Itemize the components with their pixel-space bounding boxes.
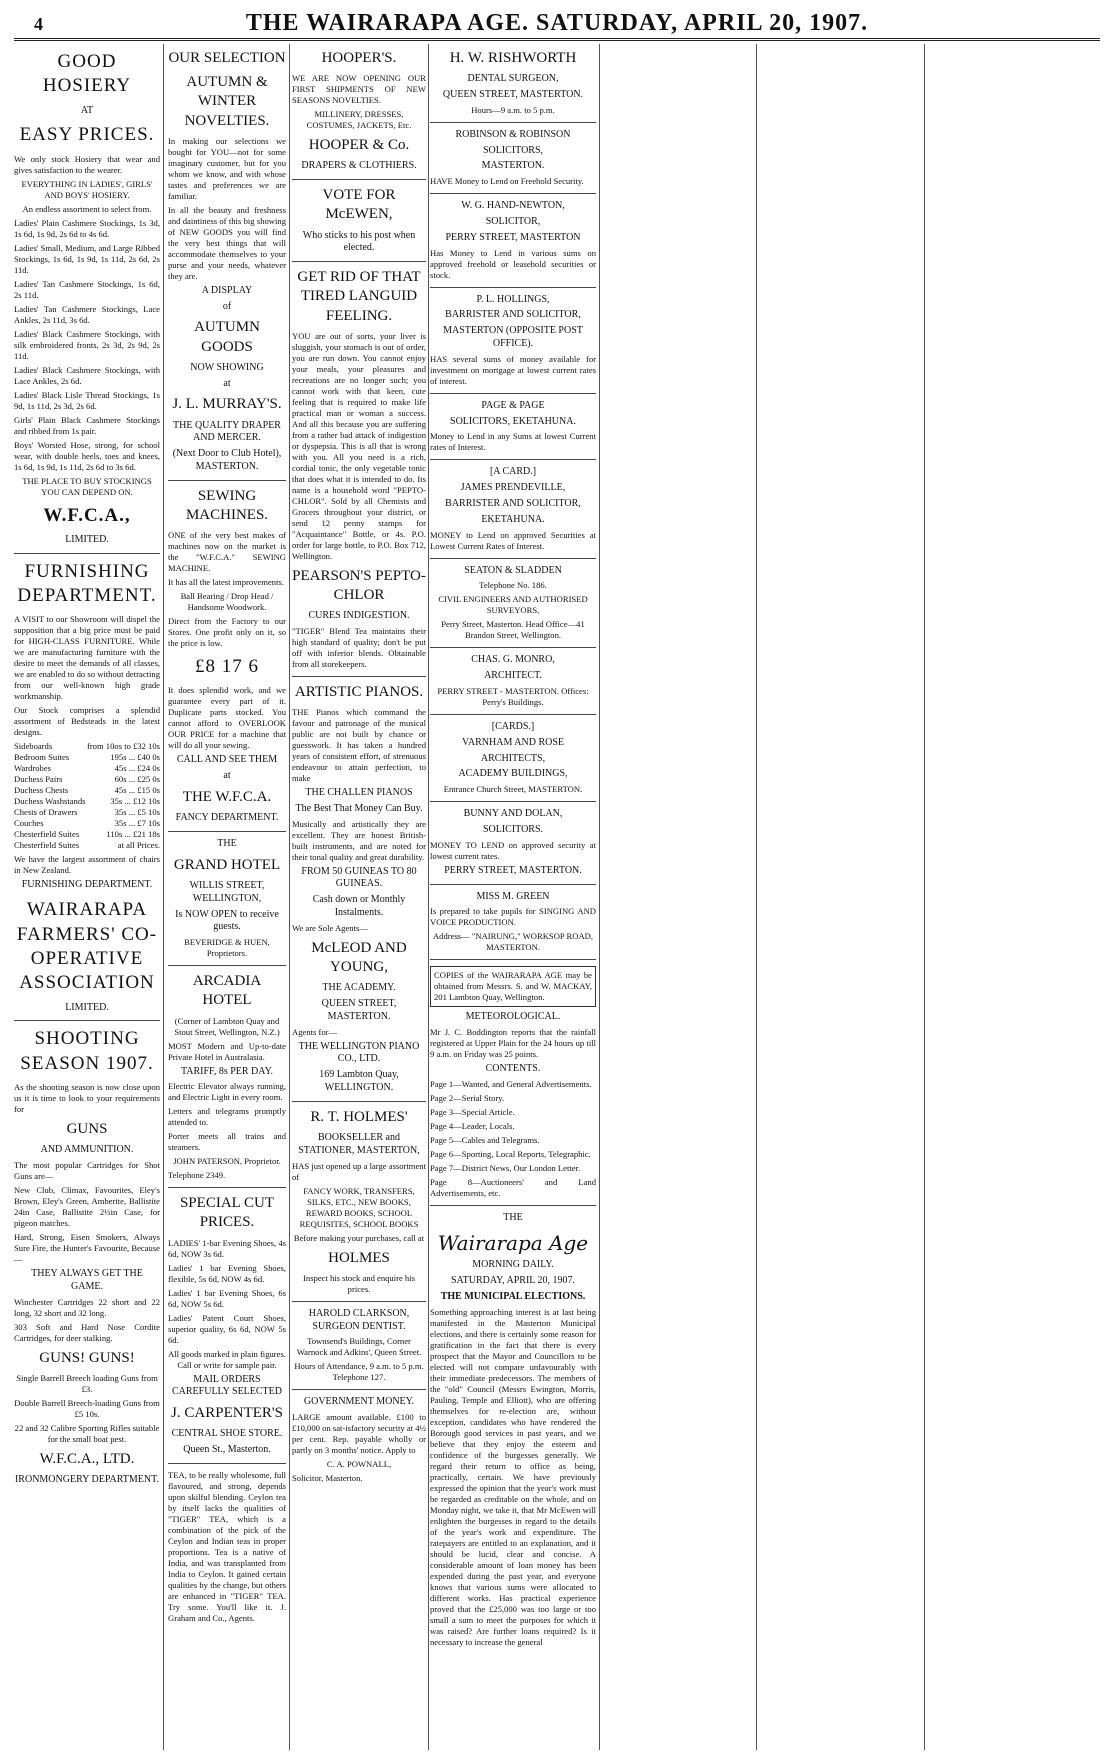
ad-clarkson-name: HAROLD CLARKSON, SURGEON DENTIST. [308,1307,410,1332]
ad-piano-address: 169 Lambton Quay, WELLINGTON. [319,1069,399,1093]
ad-sewing-features: Ball Bearing / Drop Head / Handsome Woodwork. [180,591,274,613]
divider [292,261,426,262]
ad-hooper-name: HOOPER & Co. [308,137,410,154]
ad-arcadia-tariff: TARIFF, 8s PER DAY. [180,1065,274,1077]
card-green-body: Is prepared to take pupils for SINGING AND VOICE PRODUCTION. [430,906,596,928]
card-hand-sub: SOLICITOR, [485,215,541,227]
ad-arcadia-phone: Telephone 2349. [168,1170,226,1181]
ad-shooting-guns: GUNS [66,1120,108,1137]
card-hollings-body: HAS several sums of money available for investment on mortgage at lowest current rates of interest. [430,353,596,386]
divider [430,459,596,460]
ad-holmes-goods: FANCY WORK, TRANSFERS, SILKS, ETC., NEW BOOKS, REWARD BOOKS, SCHOOL REQUISITES, SCHOOL BOOKS [299,1185,419,1229]
price-row [14,774,160,785]
ad-hosiery-line: An endless assortment to select from. [22,203,152,214]
ad-holmes-name: R. T. HOLMES' [310,1108,408,1125]
ad-agents: Agents for— [292,1026,338,1037]
price-item: Chests of Drawers [14,807,78,818]
divider [430,122,596,123]
ad-clarkson-address: Townsend's Buildings, Corner Warnock and Adkins', Queen Street. [296,1336,422,1358]
ad-hosiery-item: Ladies' Black Cashmere Stockings, with silk embroidered fronts, 2s 3d, 2s 9d, 2s 11d. [14,328,160,361]
column-5 [602,44,754,1750]
ad-shooting-powder: Hard, Strong, Eisen Smokers, Always Sure Fire, the Hunter's Favourite, Because— [14,1231,160,1264]
divider [292,1101,426,1102]
price-value: 110s ... £21 18s [106,829,160,840]
ad-sewing-call: CALL AND SEE THEM [176,754,278,766]
ad-carpenter-name: J. CARPENTER'S [171,1405,283,1422]
ad-vote-sub: Who sticks to his post when elected. [302,229,416,254]
contents-item: Page 2—Serial Story. [430,1092,505,1103]
ad-ironmongery: IRONMONGERY DEPARTMENT. [14,1473,160,1485]
ad-grand-address: WILLIS STREET, WELLINGTON, [189,879,265,904]
ad-furnishing-dept: FURNISHING DEPARTMENT. [21,879,153,891]
ad-furnishing-heading: FURNISHING DEPARTMENT. [17,560,157,607]
divider [430,959,596,960]
ad-shoe-item: Ladies' 1 bar Evening Shoes, flexible, 5s 6d, NOW 4s 6d. [168,1262,286,1284]
card-robinson-sub: SOLICITORS, [482,144,544,156]
divider [168,480,286,481]
notice-copies: COPIES of the WAIRARAPA AGE may be obtained from Messrs. S. and W. MACKAY, 201 Lambton Quay, Wellington. [430,966,596,1007]
card-varnham-name: VARNHAM AND ROSE [461,736,565,748]
ad-sewing-improvements: It has all the latest improvements. [168,577,284,588]
ad-shooting-always: THEY ALWAYS GET THE GAME. [31,1267,143,1292]
contents-item: Page 1—Wanted, and General Advertisements. [430,1078,592,1089]
ad-hosiery-item: Girls' Plain Black Cashmere Stockings and ribbed from 1s pair. [14,414,160,436]
divider [168,1187,286,1188]
ad-hooper-open: WE ARE NOW OPENING OUR FIRST SHIPMENTS OF NEW SEASONS NOVELTIES. [292,73,426,106]
column-6 [758,44,922,1750]
card-varnham-entrance: Entrance Church Street, MASTERTON. [443,784,583,795]
card-page-body: Money to Lend in any Sums at lowest Current rates of Interest. [430,431,596,453]
ad-selection-body: In making our selections we bought for YOU—not for some imaginary customer, but for you whom we know, and with whose tastes and preferences we are familiar. [168,135,286,201]
divider [168,831,286,832]
ad-govt-body: LARGE amount available. £100 to £10,000 on sat-isfactory security at 4½ per cent. Rep. payable wholly or partly on 3 months' notice. Apply to [292,1412,426,1456]
price-item: Duchess Pairs [14,774,63,785]
ad-furnishing-stock: Our Stock comprises a splendid assortment of Bedsteads in the latest designs. [14,705,160,738]
card-label: [CARDS.] [491,720,535,732]
paper-the: THE [503,1211,523,1223]
card-bunny-name: BUNNY AND DOLAN, [463,808,563,820]
divider [430,647,596,648]
ad-rid-heading: GET RID OF THAT TIRED LANGUID FEELING. [297,269,421,324]
ad-shooting-cordite: 303 Soft and Hard Nose Cordite Cartridges, for deer stalking. [14,1321,160,1343]
price-item: Chesterfield Suites [14,840,80,851]
ad-vote-heading: VOTE FOR McEWEN, [322,187,396,223]
ad-hosiery-tagline: THE PLACE TO BUY STOCKINGS YOU CAN DEPEND ON. [22,475,152,497]
ad-furnishing-body: A VISIT to our Showroom will dispel the supposition that a big price must be paid for HIGH-CLASS FURNITURE. While we are manufacturing furniture with the desire to meet the demands of all classes, we are enabled to do so without detracting from our well-known high grade workmanship. [14,614,160,702]
page-number: 4 [34,14,43,34]
ad-hosiery-item: Ladies' Black Lisle Thread Stockings, 1s 9d, 1s 11d, 2s 3d, 2s 6d. [14,389,160,411]
ad-hosiery-at: AT [80,104,94,116]
card-rishworth-address: QUEEN STREET, MASTERTON. [442,88,584,100]
paper-title: Wairarapa Age [437,1230,589,1255]
card-page-name: PAGE & PAGE [481,399,545,411]
ad-govt-name: C. A. POWNALL, [326,1459,392,1470]
divider [14,1020,160,1021]
price-value: 195s ... £40 0s [110,752,160,763]
column-1 [14,44,160,1750]
divider [430,393,596,394]
divider [430,193,596,194]
ad-guns-heading: GUNS! GUNS! [39,1349,135,1366]
divider [168,965,286,966]
ad-sewing-price: £8 17 6 [195,656,259,678]
ad-murray-sub: THE QUALITY DRAPER AND MERCER. [173,419,281,444]
ad-hosiery-line: EVERYTHING IN LADIES', GIRLS' AND BOYS' HOSIERY. [21,178,153,200]
column-rule [599,44,600,1750]
price-value: at all Prices. [117,840,160,851]
ad-challen-sole: We are Sole Agents— [292,922,368,933]
ad-shooting-cartridges: The most popular Cartridges for Shot Guns are— [14,1159,160,1181]
ad-at: at [223,377,231,389]
ad-challen-best: The Best That Money Can Buy. [295,802,423,814]
divider [430,714,596,715]
ad-guns-single: Single Barrell Breech loading Guns from £3. [16,1372,158,1394]
card-robinson-body: HAVE Money to Lend on Freehold Security. [430,176,584,187]
price-row [14,785,160,796]
ad-hosiery-item: Ladies' Plain Cashmere Stockings, 1s 3d, 1s 6d, 1s 9d, 2s 6d to 4s 6d. [14,217,160,239]
ad-shoe-mail: MAIL ORDERS CAREFULLY SELECTED [171,1373,282,1398]
ad-clarkson-hours: Hours of Attendance, 9 a.m. to 5 p.m. Telephone 127. [294,1361,424,1383]
ad-shoe-item: LADIES' 1-bar Evening Shoes, 4s 6d, NOW 3s 6d. [168,1237,286,1259]
meteorological-body: Mr J. C. Boddington reports that the rainfall registered at Upper Plain for the 24 hours up till 9 a.m. on Friday was 25 points. [430,1027,596,1060]
column-7 [926,44,1100,1750]
ad-wfca-name: W.F.C.A., [43,504,131,526]
ad-holmes-opened: HAS just opened up a large assortment of [292,1160,426,1182]
price-item: Bedroom Suites [14,752,70,763]
card-green-address: Address— "NAIRUNG," WORKSOP ROAD, MASTERTON. [432,931,594,953]
card-seaton-tel: Telephone No. 186. [479,580,547,591]
card-bunny-sub: SOLICITORS. [482,823,544,835]
card-bunny-address: PERRY STREET, MASTERTON. [444,864,582,876]
card-hollings-sub: BARRISTER AND SOLICITOR, [445,309,581,321]
price-row [14,752,160,763]
card-green-name: MISS M. GREEN [476,890,550,902]
ad-hosiery-item: Ladies' Tan Cashmere Stockings, Lace Ankles, 2s 11d, 3s 6d. [14,303,160,325]
ad-challen-from: FROM 50 GUINEAS TO 80 GUINEAS. [301,865,417,890]
ad-challen-musically: Musically and artistically they are excellent. They are honest British-built instruments, and are noted for their tonal quality and great durability. [292,818,426,862]
card-monro-name: CHAS. G. MONRO, [471,654,555,666]
ad-arcadia-body: MOST Modern and Up-to-date Private Hotel in Australasia. [168,1040,286,1062]
card-bunny-body: MONEY TO LEND on approved security at lowest current rates. [430,839,596,861]
ad-arcadia-proprietor: JOHN PATERSON, Proprietor. [173,1156,281,1167]
ad-autumn-goods: AUTUMN GOODS [194,319,260,355]
ad-wfca-limited: LIMITED. [65,534,109,546]
divider [14,553,160,554]
ad-now-showing: NOW SHOWING [190,361,264,373]
divider [430,287,596,288]
ad-challen-cash: Cash down or Monthly Instalments. [312,894,406,919]
card-prendeville-town: EKETAHUNA. [481,513,545,525]
ad-wfca-ltd: W.F.C.A., LTD. [39,1450,135,1467]
card-varnham-building: ACADEMY BUILDINGS, [458,768,568,780]
ad-holmes-sub: BOOKSELLER and STATIONER, MASTERTON, [298,1131,420,1156]
paper-date: SATURDAY, APRIL 20, 1907. [450,1275,576,1287]
ad-arcadia-letters: Letters and telegrams promptly attended to. [168,1106,286,1128]
ad-mcleod-academy: THE ACADEMY. [322,982,396,994]
ad-murray-name: J. L. MURRAY'S. [172,396,282,413]
column-2 [168,44,286,1750]
ad-pearson-heading: PEARSON'S PEPTO-CHLOR [292,567,426,603]
card-monro-title: ARCHITECT. [484,670,542,682]
ad-govt-solicitor: Solicitor, Masterton. [292,1473,363,1484]
ad-arcadia-electric: Electric Elevator always running, and Electric Light in every room. [168,1081,286,1103]
card-label: [A CARD.] [489,466,537,478]
ad-grand-hotel: GRAND HOTEL [173,856,281,873]
price-item: Chesterfield Suites [14,829,80,840]
card-hollings-address: MASTERTON (OPPOSITE POST OFFICE). [443,325,583,349]
ad-hooper-drapers: DRAPERS & CLOTHIERS. [301,160,417,172]
ad-display: A DISPLAY [201,284,253,296]
divider [430,884,596,885]
ad-novelties-heading: AUTUMN & WINTER NOVELTIES. [184,74,270,129]
ad-shooting-heading: SHOOTING SEASON 1907. [20,1028,154,1074]
ad-murray-address: (Next Door to Club Hotel), MASTERTON. [172,448,282,472]
ad-sewing-wfca: THE W.F.C.A. [182,788,272,805]
divider [292,1389,426,1390]
contents-item: Page 8—Auctioneers' and Land Advertisements, etc. [430,1176,596,1198]
price-item: Wardrobes [14,763,52,774]
ad-rid-body: YOU are out of sorts, your liver is sluggish, your stomach is out of order, you are run down. You cannot enjoy your meals, your pleasures and recreations are no longer such; you cannot work with that keen, cute feeling that is required to make life practical man or woman a success. And all this because you are suffering from a rather bad attack of indigestion or dyspepsia. This is all that is wrong with you. All you need is a rich, cordial tonic, the only vegetable tonic that does what it is intended to do. Its name is a household word "PEPTO-CHLOR". Sold by all Chemists and Grocers throughout your district, or send 12 penny stamps for "Acquaintance" Bottle, or 4s. P.O. order for large bottle, to P.O. Box 712, Wellington. [292,330,426,561]
ad-grand-the: THE [217,837,237,849]
ad-coop-heading: WAIRARAPA FARMERS' CO-OPERATIVE ASSOCIATION [16,899,158,994]
ad-hosiery-item: Boys' Worsted Hose, strong, for school wear, with double heels, toes and knees, 1s 6d, 1s 9d, 1s 11d, 2s 6d to 3s 6d. [14,439,160,472]
price-value: from 10os to £32 10s [86,741,160,752]
ad-display-of: of [222,300,232,312]
column-rule [289,44,290,1750]
card-seaton-name: SEATON & SLADDEN [464,564,562,576]
card-varnham-sub: ARCHITECTS, [480,752,546,764]
ad-hooper-list: MILLINERY, DRESSES, COSTUMES, JACKETS, Etc. [306,109,412,131]
price-value: 35s ... £5 10s [114,807,160,818]
price-item: Sideboards [14,741,53,752]
ad-fancy-dept: FANCY DEPARTMENT. [175,812,279,824]
ad-challen-name: THE CHALLEN PIANOS [305,787,413,799]
column-4 [430,44,596,1750]
divider [430,1205,596,1206]
price-row [14,818,160,829]
contents-item: Page 5—Cables and Telegrams. [430,1134,540,1145]
card-prendeville-name: JAMES PRENDEVILLE, [460,482,566,494]
ad-special-heading: SPECIAL CUT PRICES. [179,1195,275,1231]
contents-heading: CONTENTS. [485,1063,541,1075]
price-value: 45s ... £24 0s [114,763,160,774]
price-row [14,763,160,774]
ad-grand-open: Is NOW OPEN to receive guests. [175,908,279,933]
ad-hosiery-item: Ladies' Black Cashmere Stockings, with Lace Ankles, 2s 6d. [14,364,160,386]
card-hand-body: Has Money to Lend in various sums on approved freehold or leasehold securities or stock. [430,247,596,280]
ad-pianos-body: THE Pianos which command the favour and patronage of the musical public are not built by chance or guesswork. It has taken a hundred years of consistent effort, of strenuous endeavour to attain perfection, to make [292,707,426,784]
divider [430,558,596,559]
ad-tiger-tea: TEA, to be really wholesome, full flavoured, and strong, depends upon skilful blending. Ceylon tea by itself lacks the qualities of "TIGER" TEA, which is a combination of the pick of the Ceylon and Indian teas in proper proportions. Tea is a native of India, and was transplanted from India to Ceylon. It gained certain qualities by the change, but others are enhanced in "TIGER" TEA. Try some. You'll like it. J. Graham and Co., Agents. [168,1470,286,1624]
ad-shoe-item: Ladies' 1 bar Evening Shoes, 6s 6d, NOW 5s 6d. [168,1287,286,1309]
card-hollings-name: P. L. HOLLINGS, [476,293,550,305]
ad-hosiery-subheading: EASY PRICES. [19,124,155,146]
masthead-title: THE WAIRARAPA AGE. SATURDAY, APRIL 20, 1907. [245,10,869,36]
editorial-body: Something approaching interest is at last being manifested in the Masterton Municipal elections, and there is certainly some reason for gratification in the fact that there is every prospect that the Mayor and Councillors to be elected will not compare unfavourably with their immediate predecessors. The members of the "old" Council (Messrs Ewington, Morris, Pauling, Temple and Elliott), who are offering themselves for re-election are, without exception, candidates who have rendered the Borough good services in past years, and we believe that they enjoy the esteem and confidence of the burgesses generally. We regard their return to office as being, practically, certain. We have previously expressed the opinion that the year's work must be regarded as creditable on the whole, and on Monday night, we take it, that Mr McEwen will enlighten the burgesses in regard to the details of the year's work and expenditure. The ratepayers are entitled to an explanation, and it should be lucid, clear and concise. A considerable amount of loan money has been expended during the past year, and everyone knows that various sums were allocated to different works. Has practical experience proved that the £25,000 was too large or too small a sum to meet the purposes for which it was raised? Are further loans required? Is it necessary to increase the general [430,1306,596,1647]
ad-guns-double: Double Barrell Breech-loading Guns from £5 10s. [14,1397,160,1419]
ad-arcadia-heading: ARCADIA HOTEL [192,973,262,1009]
column-rule [756,44,757,1750]
ad-holmes-name2: HOLMES [328,1249,390,1266]
ad-hosiery-heading: GOOD HOSIERY [42,51,132,97]
card-rishworth-title: DENTAL SURGEON, [467,73,559,85]
ad-shooting-list: New Club, Climax, Favourites, Eley's Brown, Eley's Green, Amberite, Ballistite 24in Case, Ballistite 2½in Case, for pigeon matches. [14,1184,160,1228]
column-rule [163,44,164,1750]
ad-shoe-item: Ladies' Patent Court Shoes, superior quality, 6s 6d, NOW 5s 6d. [168,1312,286,1345]
price-row [14,829,160,840]
ad-carpenter-store: CENTRAL SHOE STORE. [171,1428,283,1440]
ad-piano-co: THE WELLINGTON PIANO CO., LTD. [298,1040,420,1065]
ad-sewing-body: ONE of the very best makes of machines now on the market is the "W.F.C.A." SEWING MACHINE. [168,530,286,574]
paper-morning: MORNING DAILY. [472,1259,554,1271]
card-robinson-town: MASTERTON. [481,160,545,172]
ad-govt-heading: GOVERNMENT MONEY. [303,1396,415,1408]
ad-shooting-winchester: Winchester Cartridges 22 short and 22 long, 32 short and 32 long. [14,1296,160,1318]
ad-holmes-before: Before making your purchases, call at [293,1232,425,1243]
contents-item: Page 6—Sporting, Local Reports, Telegraphic. [430,1148,591,1159]
price-item: Couches [14,818,44,829]
price-row [14,840,160,851]
ad-grand-proprietors: BEVERIDGE & HUEN, Proprietors. [184,937,270,959]
ad-hosiery-item: Ladies' Tan Cashmere Stockings, 1s 6d, 2s 11d. [14,278,160,300]
ad-mcleod-address: QUEEN STREET, MASTERTON. [321,998,397,1022]
card-seaton-address: Perry Street, Masterton. Head Office—41 Brandon Street, Wellington. [441,619,585,641]
ad-hooper-heading: HOOPER'S. [321,50,397,66]
card-prendeville-body: MONEY to Lend on approved Securities at Lowest Current Rates of Interest. [430,529,596,551]
ad-guns-calibre: 22 and 32 Calibre Sporting Rifles suitable for the small boat pest. [14,1422,160,1444]
ad-sewing-at: at [223,770,231,782]
ad-sewing-heading: SEWING MACHINES. [185,487,269,523]
divider [292,1301,426,1302]
card-page-sub: SOLICITORS, EKETAHUNA. [450,415,576,427]
price-row [14,741,160,752]
price-value: 35s ... £12 10s [110,796,160,807]
ad-hosiery-intro: We only stock Hosiery that wear and gives satisfaction to the wearer. [14,153,160,175]
ad-shooting-body: As the shooting season is now close upon us it is time to look to your requirements for [14,1081,160,1114]
price-row [14,796,160,807]
ad-sewing-direct: Direct from the Factory to our Stores. One profit only on it, so the price is low. [168,616,286,649]
ad-sewing-dispatch: It does splendid work, and we guarantee every part of it. Duplicate parts stocked. You cannot afford to OVERLOOK OUR PRICE for a machine that will do all your sewing. [168,685,286,751]
price-item: Duchess Chests [14,785,69,796]
ad-holmes-inspect: Inspect his stock and enquire his prices. [303,1272,415,1294]
masthead [14,8,1100,41]
ad-furnishing-chairs: We have the largest assortment of chairs in New Zealand. [14,854,160,876]
divider [292,676,426,677]
ad-selection-heading: OUR SELECTION [168,50,286,66]
column-rule [924,44,925,1750]
divider [292,179,426,180]
card-seaton-civil: CIVIL ENGINEERS AND AUTHORISED SURVEYORS, [438,594,588,616]
price-row [14,807,160,818]
ad-pearson-cures: CURES INDIGESTION. [308,610,410,622]
meteorological-heading: METEOROLOGICAL. [465,1011,561,1023]
card-rishworth-name: H. W. RISHWORTH [449,50,577,66]
ad-shooting-ammo: AND AMMUNITION. [40,1144,134,1156]
card-hand-name: W. G. HAND-NEWTON, [461,200,565,212]
card-monro-address: PERRY STREET - MASTERTON. Offices: Perry's Buildings. [437,685,589,707]
ad-pianos-heading: ARTISTIC PIANOS. [294,683,424,700]
ad-hosiery-item: Ladies' Small, Medium, and Large Ribbed Stockings, 1s 6d, 1s 9d, 1s 11d, 2s 6d, 2s 11d. [14,242,160,275]
ad-shoe-all-goods: All goods marked in plain figures. Call or write for sample pair. [168,1348,286,1370]
divider [430,801,596,802]
price-value: 45s ... £15 0s [114,785,160,796]
ad-coop-limited: LIMITED. [65,1001,109,1013]
ad-mcleod-name: McLEOD AND YOUNG, [311,939,407,976]
editorial-heading: THE MUNICIPAL ELECTIONS. [440,1290,586,1302]
card-robinson-name: ROBINSON & ROBINSON [455,128,571,140]
contents-item: Page 4—Leader, Locals. [430,1120,515,1131]
price-value: 35s ... £7 10s [114,818,160,829]
ad-tiger-blend: "TIGER" Blend Tea maintains their high standard of quality; don't be put off with inferior blends. Obtainable from all storekeepers. [292,625,426,669]
card-rishworth-hours: Hours—9 a.m. to 5 p.m. [471,104,555,115]
ad-arcadia-porter: Porter meets all trains and steamers. [168,1131,286,1153]
price-value: 60s ... £25 0s [114,774,160,785]
divider [168,1463,286,1464]
contents-item: Page 3—Special Article. [430,1106,515,1117]
card-prendeville-sub: BARRISTER AND SOLICITOR, [445,497,581,509]
card-hand-address: PERRY STREET, MASTERTON [445,231,581,243]
column-rule [428,44,429,1750]
ad-selection-body: In all the beauty and freshness and daintiness of this big showing of NEW GOODS you will find the very best things that will accommodate themselves to your purse and your needs, whatever they are. [168,204,286,281]
ad-arcadia-address: (Corner of Lambton Quay and Stout Street, Wellington, N.Z.) [174,1015,280,1037]
column-3 [292,44,426,1750]
contents-item: Page 7—District News, Our London Letter. [430,1162,581,1173]
price-item: Duchess Washstands [14,796,86,807]
ad-carpenter-address: Queen St., Masterton. [183,1444,271,1456]
